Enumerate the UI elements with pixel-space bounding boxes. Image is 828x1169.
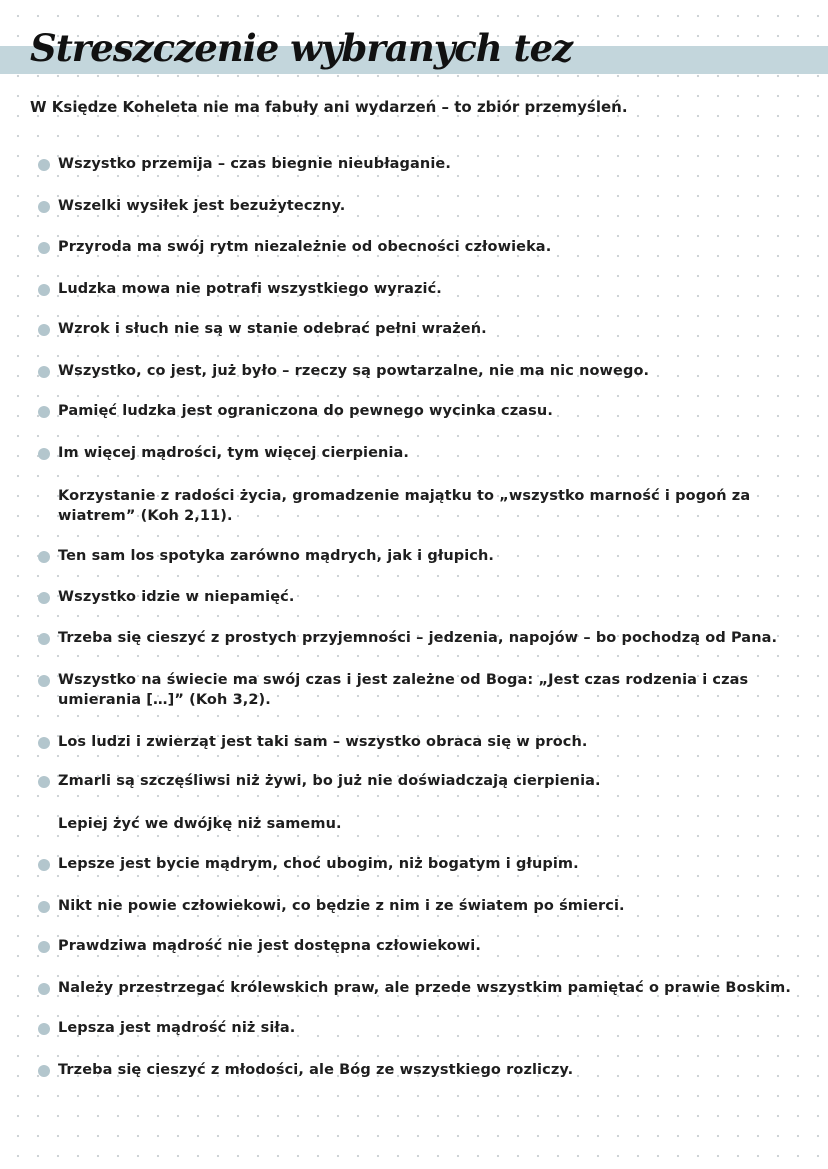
list-item: [38, 896, 808, 916]
thesis-text: Pamięć ludzka jest ograniczona do pewnego wycinka czasu.: [58, 403, 553, 419]
list-item: [38, 546, 808, 566]
bullet-dot-icon: [38, 551, 50, 563]
bullet-dot-icon: [38, 284, 50, 296]
bullet-dot-icon: [38, 324, 50, 336]
list-item: [38, 936, 808, 956]
bullet-dot-icon: [38, 242, 50, 254]
list-item: [38, 771, 808, 791]
thesis-text: Trzeba się cieszyć z prostych przyjemności – jedzenia, napojów – bo pochodzą od Pana.: [58, 630, 778, 646]
bullet-dot-icon: [38, 776, 50, 788]
bullet-dot-icon: [38, 737, 50, 749]
list-item: [38, 237, 808, 257]
intro-text: W Księdze Koheleta nie ma fabuły ani wydarzeń – to zbiór przemyśleń.: [30, 98, 628, 116]
thesis-text: Trzeba się cieszyć z młodości, ale Bóg ze wszystkiego rozliczy.: [58, 1062, 574, 1078]
list-item: [38, 978, 808, 998]
list-item: [38, 732, 808, 752]
list-item: [38, 1060, 808, 1080]
list-item: [38, 196, 808, 216]
list-item: [38, 443, 808, 463]
page-title: Streszczenie wybranych tez: [30, 26, 573, 70]
thesis-text: Przyroda ma swój rytm niezależnie od obecności człowieka.: [58, 239, 552, 255]
list-item: [38, 670, 808, 710]
bullet-dot-icon: [38, 201, 50, 213]
bullet-dot-icon: [38, 633, 50, 645]
thesis-text: Lepiej żyć we dwójkę niż samemu.: [58, 816, 342, 832]
bullet-dot-icon: [38, 592, 50, 604]
thesis-text: Wszystko idzie w niepamięć.: [58, 589, 295, 605]
thesis-text: Ludzka mowa nie potrafi wszystkiego wyrazić.: [58, 281, 442, 297]
bullet-dot-icon: [38, 675, 50, 687]
thesis-text: Nikt nie powie człowiekowi, co będzie z nim i ze światem po śmierci.: [58, 898, 625, 914]
thesis-text: Zmarli są szczęśliwsi niż żywi, bo już nie doświadczają cierpienia.: [58, 773, 601, 789]
bullet-dot-icon: [38, 406, 50, 418]
thesis-text: Wszelki wysiłek jest bezużyteczny.: [58, 198, 346, 214]
thesis-text: Im więcej mądrości, tym więcej cierpienia.: [58, 445, 410, 461]
thesis-text: Korzystanie z radości życia, gromadzenie majątku to „wszystko marność i pogoń za wiatrem” (Koh 2,11).: [58, 488, 751, 524]
list-item: [38, 814, 808, 834]
thesis-text: Wszystko przemija – czas biegnie nieubłaganie.: [58, 156, 451, 172]
list-item: [38, 628, 808, 648]
thesis-text: Prawdziwa mądrość nie jest dostępna człowiekowi.: [58, 938, 481, 954]
list-item: [38, 361, 808, 381]
bullet-dot-icon: [38, 366, 50, 378]
thesis-text: Wszystko na świecie ma swój czas i jest zależne od Boga: „Jest czas rodzenia i czas umierania […]” (Koh 3,2).: [58, 672, 749, 708]
list-item: [38, 319, 808, 339]
list-item: [38, 587, 808, 607]
thesis-text: Lepsza jest mądrość niż siła.: [58, 1020, 296, 1036]
thesis-text: Ten sam los spotyka zarówno mądrych, jak i głupich.: [58, 548, 495, 564]
list-item: [38, 486, 808, 526]
list-item: [38, 854, 808, 874]
bullet-dot-icon: [38, 859, 50, 871]
bullet-dot-icon: [38, 983, 50, 995]
thesis-text: Wzrok i słuch nie są w stanie odebrać pełni wrażeń.: [58, 321, 487, 337]
list-item: [38, 154, 808, 174]
thesis-text: Lepsze jest bycie mądrym, choć ubogim, niż bogatym i głupim.: [58, 856, 579, 872]
thesis-text: Los ludzi i zwierząt jest taki sam – wszystko obraca się w proch.: [58, 734, 588, 750]
bullet-dot-icon: [38, 1065, 50, 1077]
thesis-text: Należy przestrzegać królewskich praw, ale przede wszystkim pamiętać o prawie Boskim.: [58, 980, 792, 996]
bullet-dot-icon: [38, 448, 50, 460]
thesis-text: Wszystko, co jest, już było – rzeczy są powtarzalne, nie ma nic nowego.: [58, 363, 650, 379]
bullet-dot-icon: [38, 159, 50, 171]
bullet-dot-icon: [38, 941, 50, 953]
list-item: [38, 279, 808, 299]
list-item: [38, 1018, 808, 1038]
bullet-dot-icon: [38, 901, 50, 913]
bullet-dot-icon: [38, 1023, 50, 1035]
list-item: [38, 401, 808, 421]
